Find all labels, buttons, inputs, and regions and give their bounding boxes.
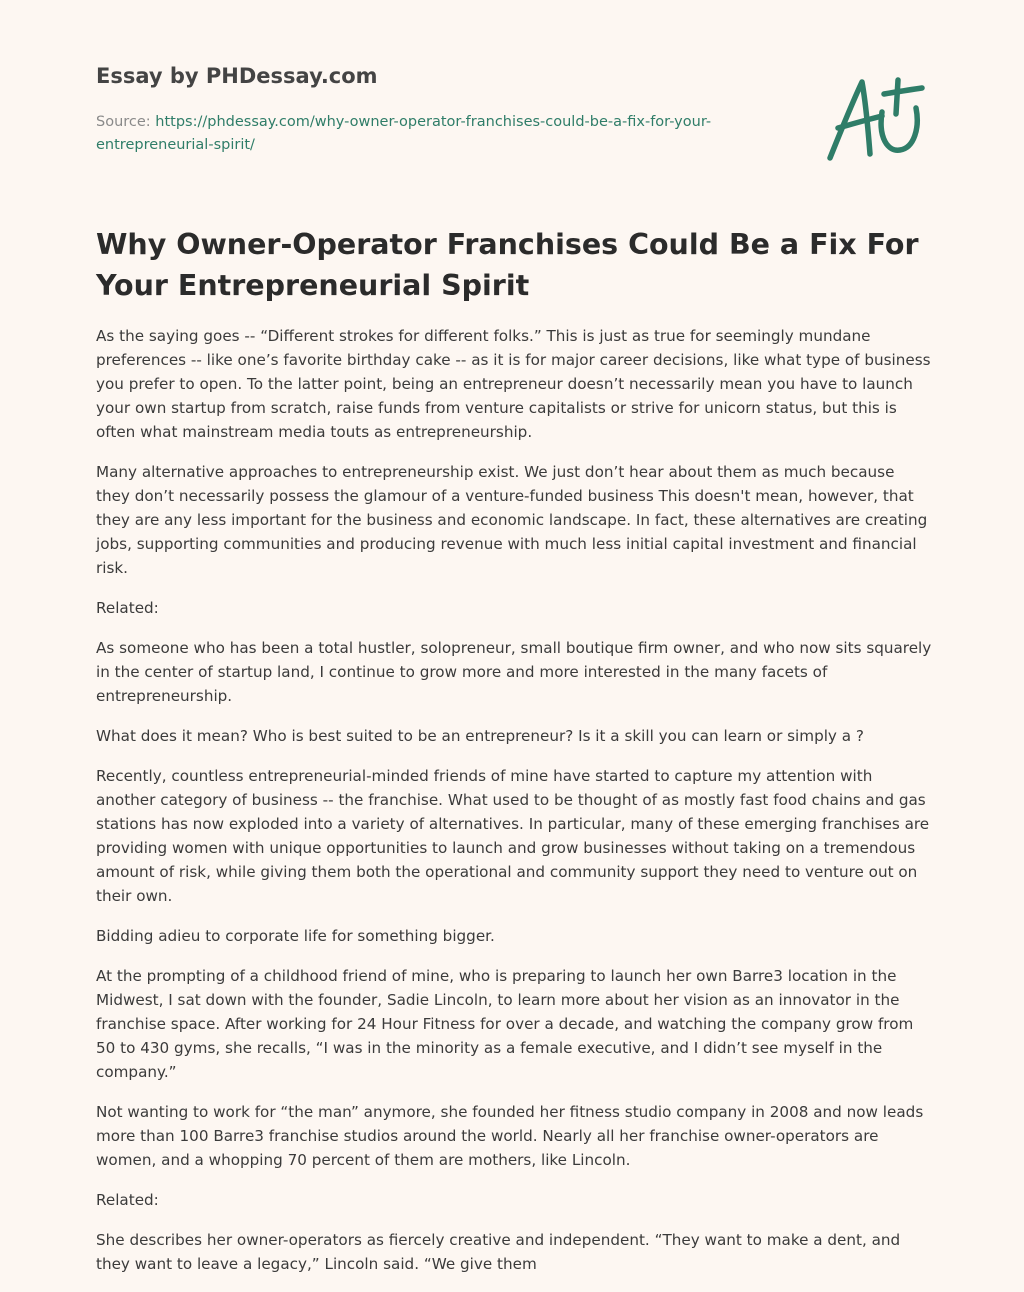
paragraph: What does it mean? Who is best suited to be an entrepreneur? Is it a skill you can learn or simply a ?	[96, 727, 864, 745]
paragraph: Many alternative approaches to entrepreneurship exist. We just don’t hear about them as much because they don’t necessarily possess the glamour of a venture-funded business This doesn't mean, however, that they are any less important for the business and economic landscape. In fact, these alternatives are creating jobs, supporting communities and producing revenue with much less initial capital investment and financial risk.	[96, 463, 928, 577]
source-label: Source:	[96, 114, 151, 130]
essay-body	[96, 324, 932, 1292]
paragraph: Related:	[96, 1191, 159, 1209]
paragraph: As someone who has been a total hustler, solopreneur, small boutique firm owner, and who now sits squarely in the center of startup land, I continue to grow more and more interested in the many facets of entrepreneurship.	[96, 639, 932, 705]
source-link[interactable]: https://phdessay.com/why-owner-operator-franchises-could-be-a-fix-for-your-entrepreneurial-spirit/	[96, 114, 712, 153]
essay-title: Why Owner-Operator Franchises Could Be a Fix For Your Entrepreneurial Spirit	[96, 228, 919, 302]
paragraph: Related:	[96, 599, 159, 617]
paragraph: Not wanting to work for “the man” anymore, she founded her fitness studio company in 2008 and now leads more than 100 Barre3 franchise studios around the world. Nearly all her franchise owner-operators are women, and a whopping 70 percent of them are mothers, like Lincoln.	[96, 1103, 924, 1169]
a-plus-logo	[820, 68, 930, 168]
paragraph: Recently, countless entrepreneurial-minded friends of mine have started to capture my attention with another category of business -- the franchise. What used to be thought of as mostly fast food chains and gas stations has now exploded into a variety of alternatives. In particular, many of these emerging franchises are providing women with unique opportunities to launch and grow businesses without taking on a tremendous amount of risk, while giving them both the operational and community support they need to venture out on their own.	[96, 767, 930, 905]
paragraph: She describes her owner-operators as fiercely creative and independent. “They want to make a dent, and they want to leave a legacy,” Lincoln said. “We give them	[96, 1231, 901, 1273]
paragraph: Bidding adieu to corporate life for something bigger.	[96, 927, 495, 945]
paragraph: As the saying goes -- “Different strokes for different folks.” This is just as true for seemingly mundane preferences -- like one’s favorite birthday cake -- as it is for major career decisions, like what type of business you prefer to open. To the latter point, being an entrepreneur doesn’t necessarily mean you have to launch your own startup from scratch, raise funds from venture capitalists or strive for unicorn status, but this is often what mainstream media touts as entrepreneurship.	[96, 327, 931, 441]
source-line	[96, 111, 796, 157]
site-brand: Essay by PHDessay.com	[96, 64, 378, 88]
paragraph: At the prompting of a childhood friend of mine, who is preparing to launch her own Barre3 location in the Midwest, I sat down with the founder, Sadie Lincoln, to learn more about her vision as an innovator in the franchise space. After working for 24 Hour Fitness for over a decade, and watching the company grow from 50 to 430 gyms, she recalls, “I was in the minority as a female executive, and I didn’t see myself in the company.”	[96, 967, 914, 1081]
